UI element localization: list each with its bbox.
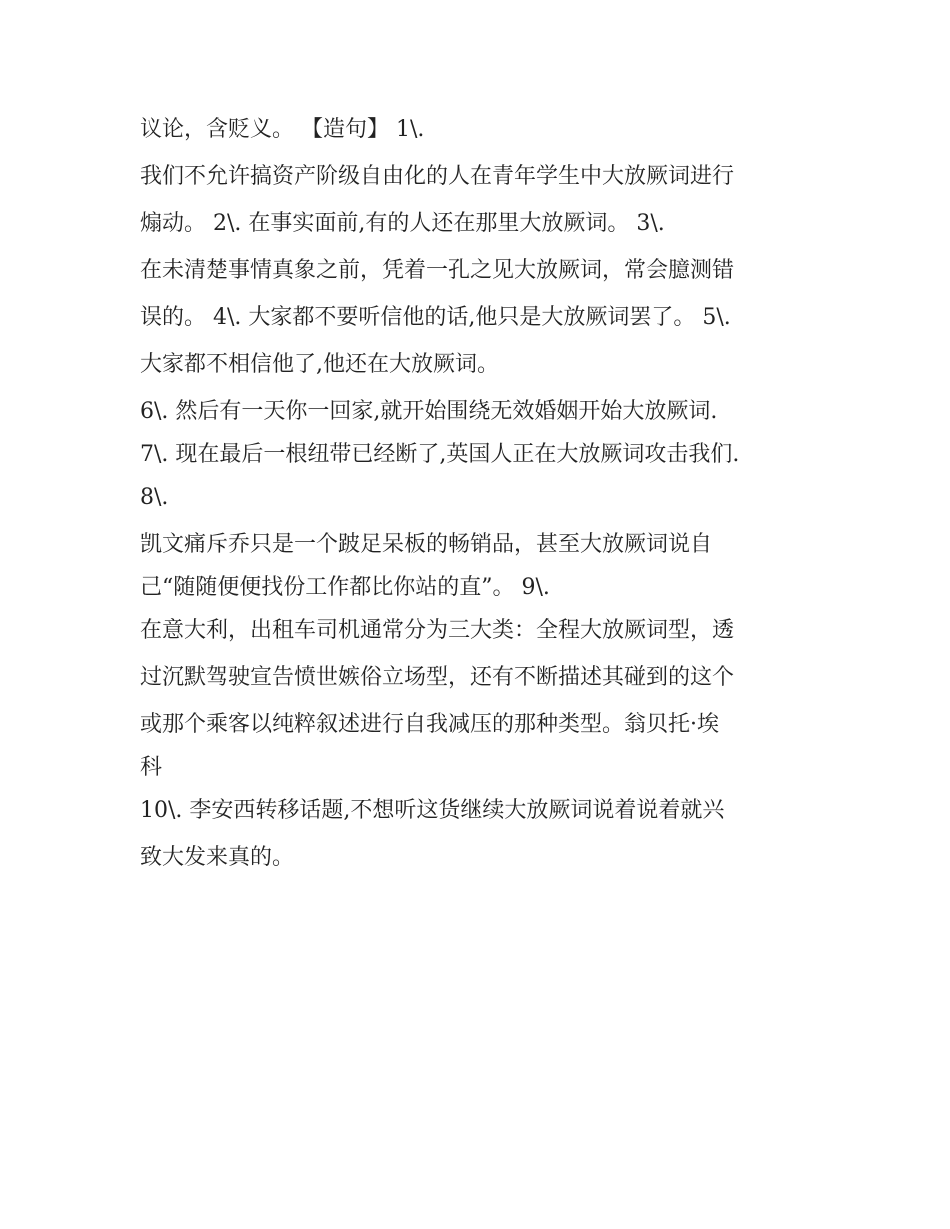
text-line-3: 煽动。 2\. 在事实面前,有的人还在那里大放厥词。 3\. (140, 211, 665, 236)
text-line-10: 凯文痛斥乔只是一个跛足呆板的畅销品，甚至大放厥词说自 (140, 532, 713, 557)
text-line-11: 己“随随便便找份工作都比你站的直”。 9\. (140, 575, 550, 600)
text-line-14: 或那个乘客以纯粹叙述进行自我减压的那种类型。翁贝托·埃 (140, 712, 719, 737)
text-line-13: 过沉默驾驶宣告愤世嫉俗立场型，还有不断描述其碰到的这个 (140, 665, 735, 690)
document-body (140, 106, 820, 881)
text-line-2: 我们不允许搞资产阶级自由化的人在青年学生中大放厥词进行 (140, 164, 735, 189)
text-line-1: 议论，含贬义。 【造句】 1\. (140, 117, 425, 142)
text-line-15: 科 (140, 755, 163, 780)
text-line-6: 大家都不相信他了,他还在大放厥词。 (140, 352, 499, 377)
text-line-9: 8\. (140, 485, 169, 510)
text-line-12: 在意大利，出租车司机通常分为三大类：全程大放厥词型，透 (140, 618, 735, 643)
text-line-8: 7\. 现在最后一根纽带已经断了,英国人正在大放厥词攻击我们. (140, 442, 740, 467)
text-line-4: 在未清楚事情真象之前，凭着一孔之见大放厥词，常会臆测错 (140, 258, 735, 283)
text-line-17: 致大发来真的。 (140, 845, 295, 870)
text-line-16: 10\. 李安西转移话题,不想听这货继续大放厥词说着说着就兴 (140, 798, 725, 823)
text-line-5: 误的。 4\. 大家都不要听信他的话,他只是大放厥词罢了。 5\. (140, 305, 731, 330)
text-line-7: 6\. 然后有一天你一回家,就开始围绕无效婚姻开始大放厥词. (140, 399, 718, 424)
